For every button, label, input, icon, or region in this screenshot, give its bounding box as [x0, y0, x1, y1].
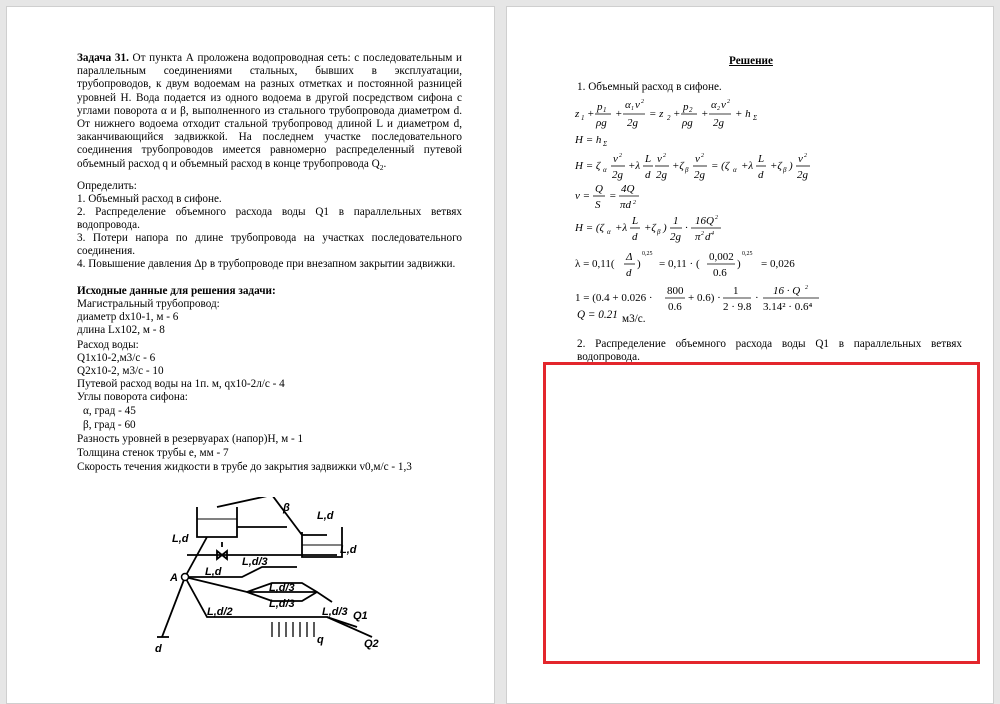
svg-text:α: α: [625, 99, 631, 111]
svg-text:v: v: [635, 99, 640, 111]
svg-text:2g: 2g: [656, 169, 667, 181]
svg-text:=: =: [609, 190, 617, 202]
beta-symbol: β: [83, 419, 89, 431]
fig-ld-top: L,d: [317, 510, 334, 522]
svg-text:z: z: [575, 108, 580, 120]
svg-text:L: L: [645, 153, 652, 165]
svg-text:+ζ: +ζ: [672, 160, 684, 172]
svg-text:β: β: [685, 166, 689, 174]
input-heading: Исходные данные для решения задачи:: [77, 285, 276, 297]
svg-text:·: ·: [685, 222, 688, 234]
item-1: 1. Объемный расход в сифоне.: [77, 193, 222, 205]
svg-text:+ζ: +ζ: [770, 160, 782, 172]
svg-text:3.14² · 0.6⁴: 3.14² · 0.6⁴: [763, 301, 813, 313]
q2-line: Q2x10-2, м3/с - 10: [77, 365, 164, 377]
step-2-label: 2. Распределение объемного расхода воды Q1 в параллельных ветвях водопровода.: [577, 338, 962, 364]
task-statement: [77, 52, 462, 171]
svg-text:2g: 2g: [713, 117, 724, 129]
fig-ld2: L,d/2: [207, 606, 233, 618]
head-line: Разность уровней в резервуарах (напор)Н, м - 1: [77, 433, 304, 445]
beta-symbol: β: [180, 104, 186, 117]
svg-text:v: v: [721, 99, 726, 111]
svg-text:1: 1: [733, 285, 739, 297]
flow-header: Расход воды:: [77, 339, 139, 351]
q1-line: Q1x10-2,м3/с - 6: [77, 352, 156, 364]
svg-text:v: v: [798, 153, 803, 165]
beta-value: , град - 60: [88, 419, 136, 431]
q2-subscript: 2: [379, 162, 384, 172]
svg-text:+ζ: +ζ: [644, 222, 656, 234]
svg-text:2g: 2g: [670, 231, 681, 243]
fig-ld-right: L,d: [340, 544, 357, 556]
svg-text:1: 1: [603, 106, 607, 114]
main-pipe-label: Магистральный трубопровод:: [77, 298, 220, 310]
svg-text:β: β: [783, 166, 787, 174]
svg-text:2g: 2g: [797, 169, 808, 181]
svg-text:p: p: [683, 101, 689, 113]
diameter-line: диаметр dx10-1, м - 6: [77, 311, 179, 323]
svg-text:d: d: [632, 231, 638, 243]
svg-text:): ): [789, 160, 793, 172]
fig-d: d: [155, 643, 162, 655]
svg-text:+: +: [701, 108, 709, 120]
svg-text:d: d: [626, 267, 632, 279]
fig-ld3-d: L,d/3: [322, 606, 348, 618]
item-3: 3. Потери напора по длине трубопровода на участках последовательного соединения.: [77, 232, 462, 258]
svg-text:+λ: +λ: [741, 160, 754, 172]
svg-text:α: α: [733, 166, 737, 174]
svg-text:0.6: 0.6: [713, 267, 727, 279]
path-flow-line: Путевой расход воды на 1п. м, qx10-2л/с - 4: [77, 378, 285, 390]
svg-text:2g: 2g: [694, 169, 705, 181]
highlight-box: [543, 362, 980, 664]
svg-text:Σ: Σ: [603, 140, 608, 148]
speed-line: Скорость течения жидкости в трубе до закрытия задвижки v0,м/с - 1,3: [77, 461, 412, 473]
solution-equations: [573, 95, 893, 330]
svg-text:+ 0.6) ·: + 0.6) ·: [688, 292, 721, 304]
svg-text:S: S: [595, 199, 601, 211]
alpha-symbol: α: [160, 104, 167, 117]
svg-text:2g: 2g: [612, 169, 623, 181]
svg-text:Δ: Δ: [626, 251, 633, 263]
svg-text:πd: πd: [620, 199, 632, 211]
alpha-value: , град - 45: [88, 405, 136, 417]
svg-text:H = h: H = h: [575, 134, 602, 146]
fig-ld3-c: L,d/3: [269, 598, 295, 610]
svg-text:1: 1: [673, 215, 679, 227]
svg-text:800: 800: [667, 285, 684, 297]
lambda-result: = 0,026: [761, 258, 795, 270]
svg-text:0,002: 0,002: [709, 251, 734, 263]
svg-text:H = ζ: H = ζ: [575, 160, 601, 172]
svg-text:2: 2: [701, 153, 704, 159]
q-units: м3/с.: [622, 313, 646, 325]
svg-text:p: p: [597, 101, 603, 113]
step-1-label: 1. Объемный расход в сифоне.: [577, 81, 722, 93]
svg-text:λ = 0,11(: λ = 0,11(: [575, 258, 615, 270]
svg-text:α: α: [607, 228, 611, 236]
svg-text:2: 2: [667, 114, 671, 122]
svg-text:+λ: +λ: [615, 222, 628, 234]
svg-text:= 0,11 · (: = 0,11 · (: [659, 258, 700, 270]
svg-text:β: β: [657, 228, 661, 236]
svg-text:v: v: [695, 153, 700, 165]
svg-text:= z: = z: [649, 108, 664, 120]
period: .: [383, 157, 387, 170]
beta-line: [77, 419, 136, 432]
svg-text:2: 2: [701, 231, 704, 237]
svg-text:d: d: [645, 169, 651, 181]
fig-q2: Q2: [364, 638, 379, 650]
svg-text:2g: 2g: [627, 117, 638, 129]
svg-text:1: 1: [631, 106, 634, 112]
svg-text:L: L: [632, 215, 639, 227]
item-2: 2. Распределение объемного расхода воды Q1 в параллельных ветвях водопровода.: [77, 206, 462, 232]
svg-text:2: 2: [804, 153, 807, 159]
svg-text:): ): [637, 258, 641, 270]
document-page-right: [506, 6, 994, 704]
svg-text:+: +: [615, 108, 623, 120]
svg-text:= (ζ: = (ζ: [711, 160, 730, 172]
fig-point-a: A: [170, 572, 178, 584]
svg-text:0,25: 0,25: [642, 251, 653, 257]
svg-text:1: 1: [581, 114, 585, 122]
document-page-left: [6, 6, 495, 704]
wall-line: Толщина стенок трубы е, мм - 7: [77, 447, 229, 459]
svg-text:+: +: [673, 108, 681, 120]
fig-q: q: [317, 634, 324, 646]
svg-text:d: d: [705, 231, 711, 243]
svg-text:0,25: 0,25: [742, 251, 753, 257]
alpha-line: [77, 405, 136, 418]
determine-label: Определить:: [77, 180, 137, 192]
fig-q1: Q1: [353, 610, 368, 622]
svg-text:2 · 9.8: 2 · 9.8: [723, 301, 752, 313]
pipe-network-diagram: [87, 497, 387, 657]
fig-ld3-b: L,d/3: [269, 582, 295, 594]
svg-text:0.6: 0.6: [668, 301, 682, 313]
svg-text:16 · Q: 16 · Q: [773, 285, 801, 297]
svg-text:2: 2: [633, 200, 636, 206]
svg-text:d: d: [758, 169, 764, 181]
svg-text:v =: v =: [575, 190, 591, 202]
task-intro-2: , выполненного из стального трубопровода диаметром d. От нижнего водоема отходит стальной трубопровод длиной L и диаметром d, заканчивающийся задвижкой. На последнем участке последовательного соединения трубопроводов имеется равномерно распределенный путевой объемный расход q и объемный расход в конце трубопровода Q: [77, 104, 463, 170]
svg-text:2: 2: [715, 215, 718, 221]
svg-text:α: α: [603, 166, 607, 174]
svg-text:α: α: [711, 99, 717, 111]
fig-ld3-top: L,d/3: [242, 556, 268, 568]
svg-text:): ): [737, 258, 741, 270]
svg-text:2: 2: [805, 285, 808, 291]
svg-text:2: 2: [727, 99, 730, 105]
svg-text:2: 2: [663, 153, 666, 159]
svg-text:2: 2: [641, 99, 644, 105]
length-line: длина Lx102, м - 8: [77, 324, 165, 336]
task-title: Задача 31.: [77, 52, 129, 64]
svg-text:): ): [663, 222, 667, 234]
svg-text:4Q: 4Q: [621, 183, 635, 195]
svg-text:1 = (0.4 + 0.026 ·: 1 = (0.4 + 0.026 ·: [575, 292, 653, 304]
svg-text:+ h: + h: [735, 108, 751, 120]
item-4: 4. Повышение давления Δp в трубопроводе при внезапном закрытии задвижки.: [77, 258, 456, 270]
svg-text:2: 2: [619, 153, 622, 159]
svg-text:Σ: Σ: [753, 114, 758, 122]
svg-text:·: ·: [755, 292, 759, 304]
svg-text:ρg: ρg: [682, 117, 693, 129]
svg-text:v: v: [657, 153, 662, 165]
svg-text:2: 2: [717, 106, 720, 112]
svg-text:16Q: 16Q: [695, 215, 714, 227]
fig-ld-left: L,d: [172, 533, 189, 545]
svg-text:ρg: ρg: [596, 117, 607, 129]
svg-text:L: L: [758, 153, 765, 165]
svg-text:v: v: [613, 153, 618, 165]
svg-text:2: 2: [689, 106, 693, 114]
svg-text:+: +: [587, 108, 595, 120]
fig-beta: β: [283, 502, 290, 514]
svg-text:4: 4: [711, 231, 714, 237]
alpha-symbol: α: [83, 405, 89, 417]
solution-title: Решение: [729, 55, 773, 67]
svg-text:π: π: [695, 231, 701, 243]
svg-text:H = (ζ: H = (ζ: [575, 222, 604, 234]
and-word: и: [170, 104, 177, 117]
fig-ld-mid: L,d: [205, 566, 222, 578]
q-result: Q = 0.21: [577, 309, 618, 321]
task-intro: От пункта А проложена водопроводная сеть: с последовательным и параллельным соединениями стальных, бывших в эксплуатации, трубопроводов, к двум водоемам на разных отметках и постоянной разницей уровней Н. Вода подается из одного водоема в другой посредством сифона с углами поворота: [77, 52, 462, 117]
svg-text:Q: Q: [595, 183, 603, 195]
svg-text:+λ: +λ: [628, 160, 641, 172]
angles-header: Углы поворота сифона:: [77, 391, 188, 403]
